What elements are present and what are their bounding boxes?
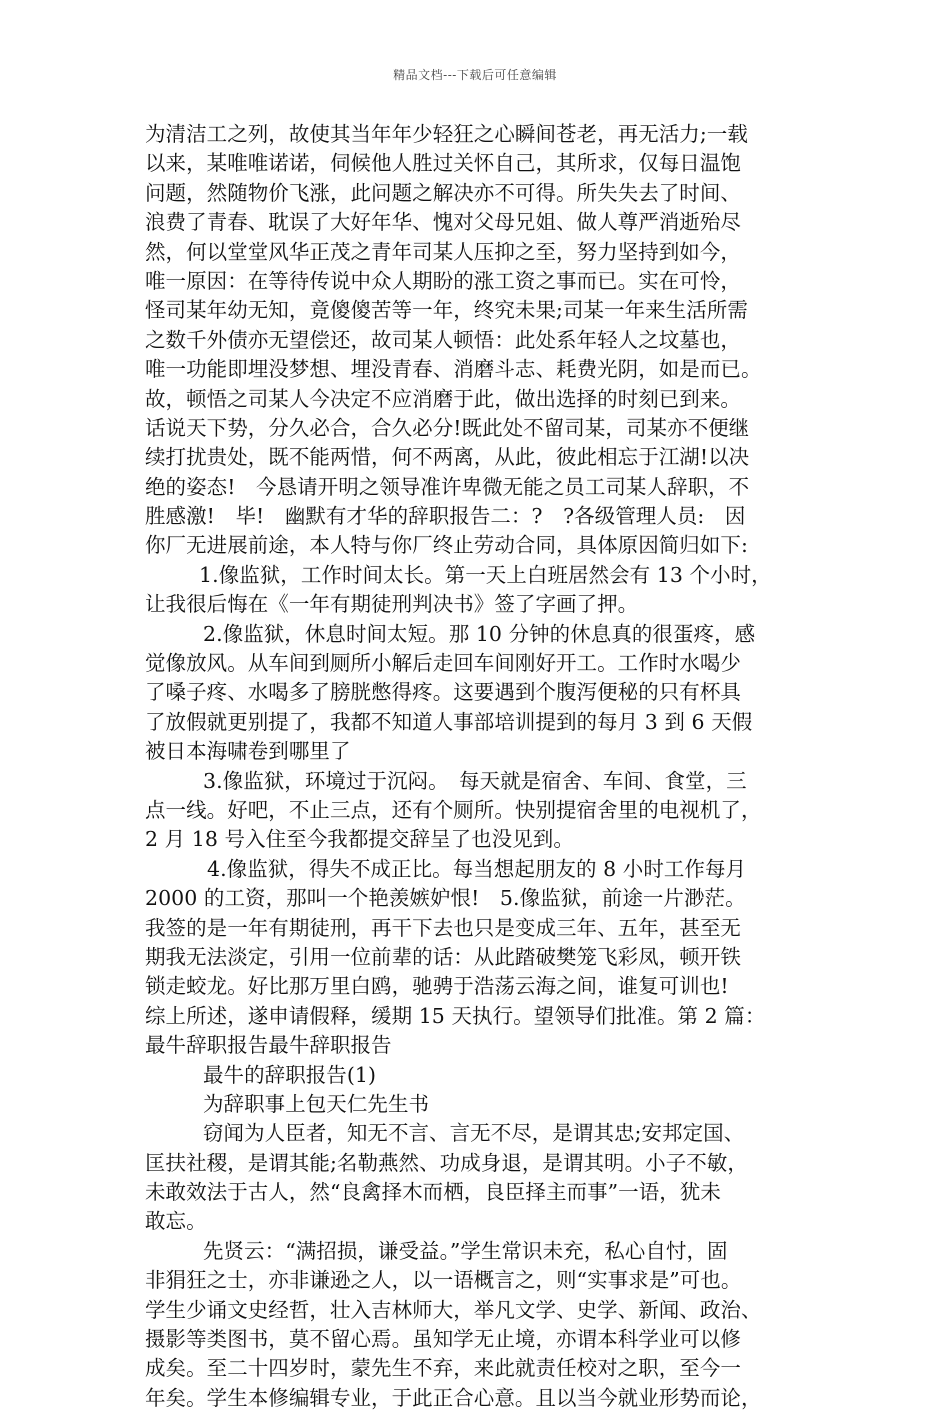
text-line: 窃闻为人臣者，知无不言、言无不尽，是谓其忠;安邦定国、 — [203, 1121, 745, 1146]
text-line: 学生少诵文史经哲，壮入吉林师大，举凡文学、史学、新闻、政治、 — [145, 1297, 762, 1322]
text-line: 点一线。好吧，不止三点，还有个厕所。快别提宿舍里的电视机了， — [145, 797, 762, 822]
text-line: 唯一原因：在等待传说中众人期盼的涨工资之事而已。实在可怜， — [145, 268, 741, 293]
text-line: 话说天下势，分久必合，合久必分!既此处不留司某，司某亦不便继 — [145, 415, 750, 440]
text-line: 1.像监狱，工作时间太长。第一天上白班居然会有 13 个小时， — [199, 562, 772, 587]
text-line: 之数千外债亦无望偿还，故司某人顿悟：此处系年轻人之坟墓也， — [145, 327, 741, 352]
text-line: 最牛辞职报告最牛辞职报告 — [145, 1033, 392, 1058]
text-line: 觉像放风。从车间到厕所小解后走回车间刚好开工。工作时水喝少 — [145, 651, 741, 676]
text-line: 先贤云：“满招损，谦受益。”学生常识未充，私心自忖，固 — [203, 1238, 728, 1263]
text-line: 续打扰贵处，既不能两惜，何不两离，从此，彼此相忘于江湖!以决 — [145, 445, 750, 470]
text-line: 期我无法淡定，引用一位前辈的话：从此踏破樊笼飞彩凤，顿开铁 — [145, 944, 741, 969]
text-line: 非狷狂之士，亦非谦逊之人，以一语概言之，则“实事求是”可也。 — [145, 1268, 742, 1293]
text-line: 2 月 18 号入住至今我都提交辞呈了也没见到。 — [145, 827, 574, 852]
text-line: 被日本海啸卷到哪里了 — [145, 739, 351, 764]
text-line: 敢忘。 — [145, 1209, 207, 1234]
text-line: 唯一功能即埋没梦想、埋没青春、消磨斗志、耗费光阴，如是而已。 — [145, 357, 762, 382]
text-line: 故，顿悟之司某人今决定不应消磨于此，做出选择的时刻已到来。 — [145, 386, 741, 411]
text-line: 了嗓子疼、水喝多了膀胱憋得疼。这要遇到个腹泻便秘的只有杯具 — [145, 680, 741, 705]
text-line: 成矣。至二十四岁时，蒙先生不弃，来此就责任校对之职，至今一 — [145, 1356, 741, 1381]
text-line: 匡扶社稷，是谓其能;名勒燕然、功成身退，是谓其明。小子不敏， — [145, 1150, 748, 1175]
text-line: 我签的是一年有期徒刑，再干下去也只是变成三年、五年，甚至无 — [145, 915, 741, 940]
text-line: 让我很后悔在《一年有期徒刑判决书》签了字画了押。 — [145, 592, 639, 617]
text-line: 年矣。学生本修编辑专业，于此正合心意。且以当今就业形势而论， — [145, 1385, 762, 1410]
text-line: 为辞职事上包天仁先生书 — [203, 1091, 430, 1116]
text-line: 你厂无进展前途，本人特与你厂终止劳动合同，具体原因简归如下: — [145, 533, 748, 558]
text-line: 问题，然随物价飞涨，此问题之解决亦不可得。所失失去了时间、 — [145, 180, 741, 205]
document-body — [145, 120, 815, 1413]
text-line: 综上所述，遂申请假释，缓期 15 天执行。望领导们批准。第 2 篇： — [145, 1003, 766, 1028]
text-line: 然，何以堂堂风华正茂之青年司某人压抑之至，努力坚持到如今， — [145, 239, 741, 264]
text-line: 摄影等类图书，莫不留心焉。虽知学无止境，亦谓本科学业可以修 — [145, 1327, 741, 1352]
text-line: 未敢效法于古人，然“良禽择木而栖，良臣择主而事”一语，犹未 — [145, 1180, 721, 1205]
text-line: 怪司某年幼无知，竟傻傻苦等一年，终究未果;司某一年来生活所需 — [145, 298, 748, 323]
text-line: 2000 的工资，那叫一个艳羡嫉妒恨! 5.像监狱，前途一片渺茫。 — [145, 886, 746, 911]
text-line: 绝的姿态! 今恳请开明之领导准许卑微无能之员工司某人辞职，不 — [145, 474, 750, 499]
text-line: 2.像监狱，休息时间太短。那 10 分钟的休息真的很蛋疼，感 — [203, 621, 756, 646]
page-header: 精品文档---下载后可任意编辑 — [393, 68, 557, 82]
text-line: 浪费了青春、耽误了大好年华、愧对父母兄姐、做人尊严消逝殆尽 — [145, 210, 741, 235]
text-line: 以来，某唯唯诺诺，伺候他人胜过关怀自己，其所求，仅每日温饱 — [145, 151, 741, 176]
text-line: 了放假就更别提了，我都不知道人事部培训提到的每月 3 到 6 天假 — [145, 709, 753, 734]
text-line: 胜感激! 毕! 幽默有才华的辞职报告二：? ?各级管理人员: 因 — [145, 504, 746, 529]
text-line: 3.像监狱，环境过于沉闷。 每天就是宿舍、车间、食堂，三 — [203, 768, 747, 793]
text-line: 4.像监狱，得失不成正比。每当想起朋友的 8 小时工作每月 — [207, 856, 747, 881]
text-line: 锁走蛟龙。好比那万里白鸥，驰骋于浩荡云海之间，谁复可训也! — [145, 974, 729, 999]
text-line: 为清洁工之列，故使其当年年少轻狂之心瞬间苍老，再无活力;一载 — [145, 122, 748, 146]
text-line: 最牛的辞职报告(1) — [203, 1062, 377, 1087]
